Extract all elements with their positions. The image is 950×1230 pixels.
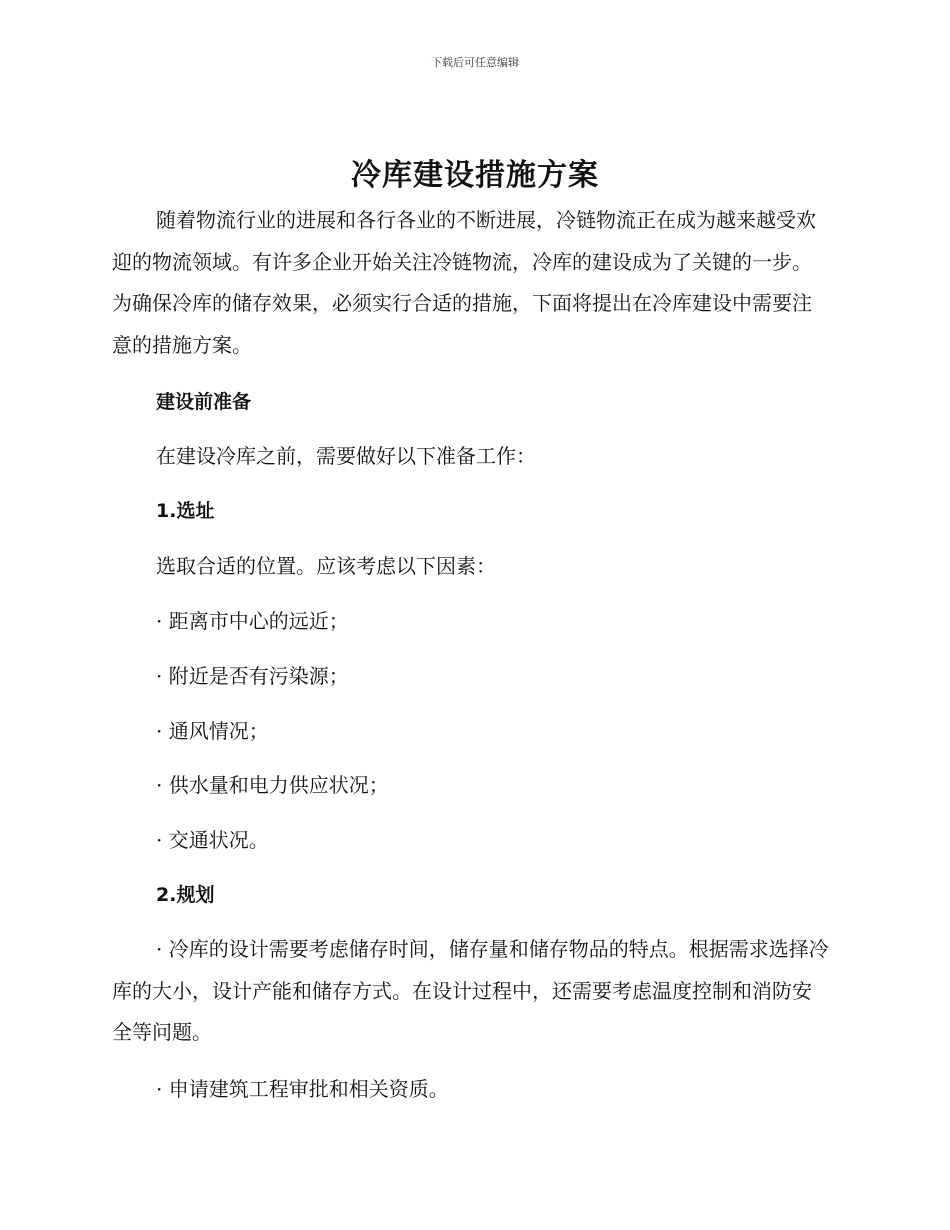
page-header: 下载后可任意编辑 [431, 56, 519, 69]
site-bullet: · 通风情况； [156, 719, 269, 743]
section-heading-site: 1.选址 [156, 500, 215, 522]
prep-text: 在建设冷库之前，需要做好以下准备工作： [156, 444, 536, 468]
site-text: 选取合适的位置。应该考虑以下因素： [156, 554, 496, 578]
document-title: 冷库建设措施方案 [351, 158, 599, 193]
site-bullet: · 交通状况。 [156, 828, 269, 852]
planning-paragraph: · 冷库的设计需要考虑储存时间，储存量和储存物品的特点。根据需求选择冷库的大小，设计产能和储存方式。在设计过程中，还需要考虑温度控制和消防安全等问题。 [112, 937, 829, 1044]
section-heading-planning: 2.规划 [156, 884, 215, 906]
intro-paragraph: 随着物流行业的进展和各行各业的不断进展，冷链物流正在成为越来越受欢迎的物流领域。有许多企业开始关注冷链物流，冷库的建设成为了关键的一步。为确保冷库的储存效果，必须实行合适的措施，下面将提出在冷库建设中需要注意的措施方案。 [112, 208, 816, 357]
planning-bullet: · 申请建筑工程审批和相关资质。 [156, 1077, 449, 1101]
site-bullet: · 供水量和电力供应状况； [156, 773, 389, 797]
section-heading-prep: 建设前准备 [156, 391, 252, 413]
site-bullet: · 距离市中心的远近； [156, 609, 349, 633]
site-bullet: · 附近是否有污染源； [156, 664, 349, 688]
